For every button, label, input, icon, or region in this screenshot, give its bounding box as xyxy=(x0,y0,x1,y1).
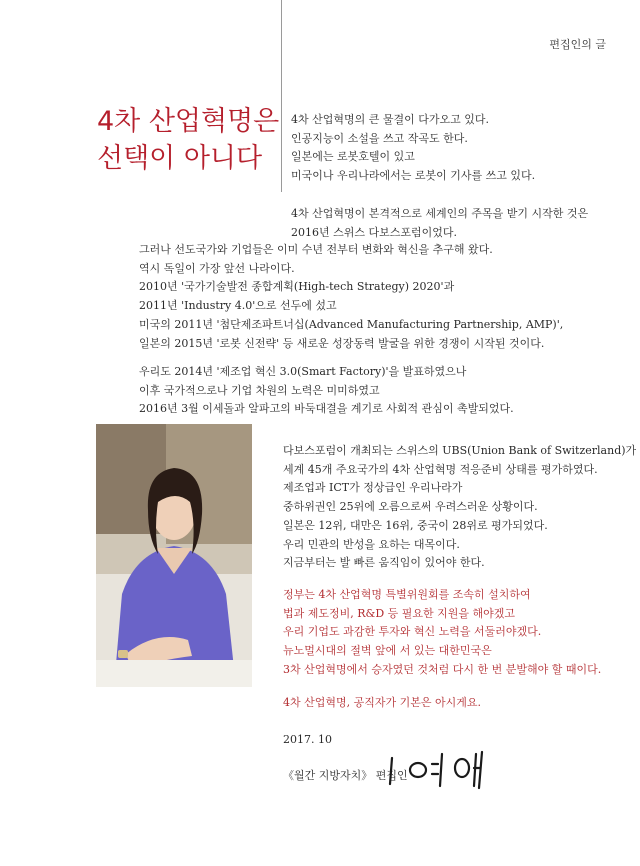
title-line: 선택이 아니다 xyxy=(97,143,263,174)
text-line: 그러나 선도국가와 기업들은 이미 수년 전부터 변화와 혁신을 추구해 왔다. xyxy=(139,243,493,256)
date: 2017. 10 xyxy=(283,733,332,746)
text-line: 4차 산업혁명, 공직자가 기본은 아시게요. xyxy=(283,696,481,709)
editor-credit: 《월간 지방자치》 편집인 xyxy=(283,769,408,782)
text-line: 우리도 2014년 '제조업 혁신 3.0(Smart Factory)'을 발표하였으나 xyxy=(139,365,467,378)
text-line: 2016년 3월 이세돌과 알파고의 바둑대결을 계기로 사회적 관심이 촉발되었다. xyxy=(139,402,514,416)
page-title xyxy=(97,103,279,177)
text-line: 4차 산업혁명이 본격적으로 세계인의 주목을 받기 시작한 것은 xyxy=(291,207,589,220)
paragraph-origin xyxy=(291,205,588,242)
text-line: 이후 국가적으로나 기업 차원의 노력은 미미하였고 xyxy=(139,383,380,397)
text-line: 법과 제도정비, R&D 등 필요한 지원을 해야겠고 xyxy=(283,606,516,620)
text-line: 우리 민관의 반성을 요하는 대목이다. xyxy=(283,537,460,551)
text-line: 다보스포럼이 개최되는 스위스의 UBS(Union Bank of Switzerland)가 xyxy=(283,444,637,457)
paragraph-leaders xyxy=(139,241,563,353)
text-line: 뉴노멀시대의 절벽 앞에 서 있는 대한민국은 xyxy=(283,644,492,658)
text-line: 정부는 4차 산업혁명 특별위원회를 조속히 설치하여 xyxy=(283,588,531,601)
editor-photo xyxy=(96,424,252,687)
text-line: 일본은 12위, 대만은 16위, 중국이 28위로 평가되었다. xyxy=(283,518,548,532)
text-line: 일본의 2015년 '로봇 신전략' 등 새로운 성장동력 발굴을 위한 경쟁이 시작된 것이다. xyxy=(139,336,545,350)
text-line: 역시 독일이 가장 앞선 나라이다. xyxy=(139,261,295,275)
text-line: 미국이나 우리나라에서는 로봇이 기사를 쓰고 있다. xyxy=(291,169,536,183)
paragraph-ubs xyxy=(283,442,636,573)
text-line: 2016년 스위스 다보스포럼이었다. xyxy=(291,225,457,239)
text-line: 세계 45개 주요국가의 4차 산업혁명 적응준비 상태를 평가하였다. xyxy=(283,462,598,476)
text-line: 중하위권인 25위에 오름으로써 우려스러운 상황이다. xyxy=(283,500,538,514)
text-line: 제조업과 ICT가 정상급인 우리나라가 xyxy=(283,481,463,495)
signature xyxy=(382,750,494,790)
text-line: 미국의 2011년 '첨단제조파트너십(Advanced Manufacturing Partnership, AMP)', xyxy=(139,317,564,331)
paragraph-korea xyxy=(139,363,514,419)
section-label: 편집인의 글 xyxy=(549,38,606,51)
text-line: 4차 산업혁명의 큰 물결이 다가오고 있다. xyxy=(291,113,489,126)
text-line: 인공지능이 소설을 쓰고 작곡도 한다. xyxy=(291,131,468,145)
text-line: 3차 산업혁명에서 승자였던 것처럼 다시 한 번 분발해야 할 때이다. xyxy=(283,662,602,676)
paragraph-intro xyxy=(291,111,535,186)
text-line: 2011년 'Industry 4.0'으로 선두에 섰고 xyxy=(139,299,337,313)
paragraph-call-to-action xyxy=(283,586,601,680)
vertical-divider xyxy=(281,0,282,192)
text-line: 일본에는 로봇호텔이 있고 xyxy=(291,150,415,164)
text-line: 우리 기업도 과감한 투자와 혁신 노력을 서둘러야겠다. xyxy=(283,625,542,639)
text-line: 2010년 '국가기술발전 종합계획(High-tech Strategy) 2020'과 xyxy=(139,280,455,294)
text-line: 지금부터는 발 빠른 움직임이 있어야 한다. xyxy=(283,556,485,570)
paragraph-closing xyxy=(283,694,481,713)
title-line: 4차 산업혁명은 xyxy=(97,106,280,137)
